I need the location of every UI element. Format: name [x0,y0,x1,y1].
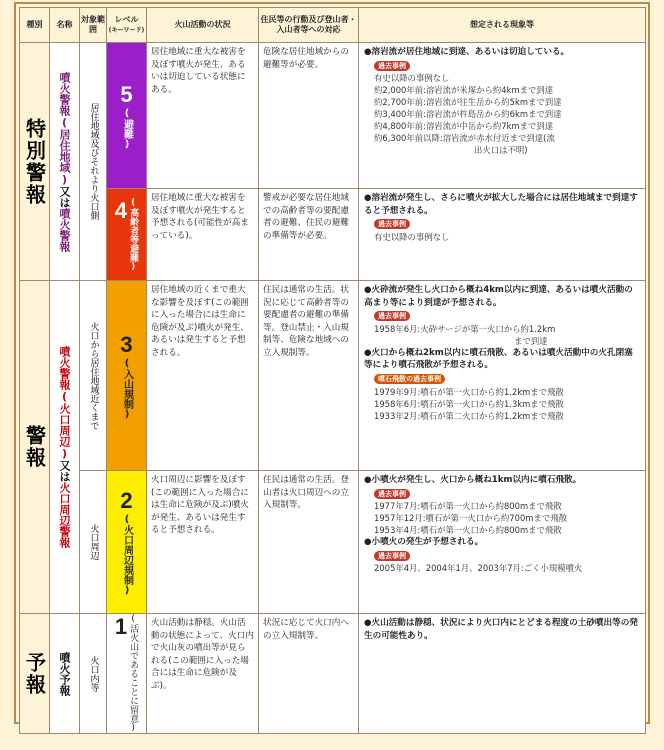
name-warning-cell [50,281,80,614]
events-l3-b1-text: 噴石が第一火口から約1.2kmまで飛散 [420,386,564,397]
events-l1 [359,614,646,734]
events-l5-item-2-date: 約2,700年前: [374,97,426,108]
level-1-row [20,614,646,734]
status-l3-text: 居住地域の近くまで重大な影響を及ぼす(この範囲に入った場合には生命に危険が及ぶ)噴火が発生、あるいは発生すると予想される。 [151,285,249,358]
events-l3-b2-text: 噴石が第一火口から約1.3kmまで飛散 [420,398,564,409]
range-crater-interior-label: 火口内等 [88,655,99,692]
header-row [20,8,646,43]
events-l2-b1-date: 2005年4月、2004年1月、2003年7月: [374,563,524,574]
range-crater-area [80,471,107,614]
kind-warning [20,281,50,614]
range-near-residential [80,281,107,471]
events-l5-item-4-date: 約4,800年前: [374,121,426,132]
level-2-row [20,471,646,614]
events-l5-item-3-text: 溶岩流が杵島岳から約6kmまで到達 [425,109,562,120]
action-l2 [259,471,359,614]
ballistic-past-cases-tag: 噴石飛散の過去事例 [374,374,445,384]
name-special-a: 噴火警報(居住地域) [58,71,71,186]
status-l4 [147,189,259,281]
alert-level-table-frame [14,2,650,733]
range-near-residential-label: 火口から居住地域近くまで [88,321,99,430]
past-cases-tag: 過去事例 [374,61,410,71]
events-l4 [359,189,646,281]
events-l3-b3-date: 1933年2月: [374,410,421,421]
level-4-keyword: (高齢者等避難) [128,197,139,272]
events-l5-none: 有史以降の事例なし [374,73,450,84]
action-l4 [259,189,359,281]
header-level-label: レベル [114,14,139,24]
kind-forecast [20,614,50,734]
header-events: 想定される現象等 [359,8,646,43]
kind-warning-label: 警報 [22,425,47,469]
events-l3-b1-date: 1979年9月: [374,386,421,397]
level-2-badge [107,471,147,614]
events-l5-head: ●溶岩流が居住地域に到達、あるいは切迫している。 [364,47,570,57]
action-l3-text: 住民は通常の生活。状況に応じて高齢者等の要配慮者の避難の準備等。登山禁止・入山規制等、危険な地域への立入規制等。 [263,285,349,358]
events-l3-head-1: ●火砕流が発生し火口から概ね4km以内に到達、あるいは噴火活動の高まり等により到達が予想される。 [364,285,633,308]
events-l2-a1-date: 1977年7月: [374,501,421,512]
level-5-keyword: (避難) [121,107,133,150]
events-l3-head-2: ●火口から概ね2km以内に噴石飛散、あるいは噴火活動中の火孔閉塞等により噴石飛散が予想される。 [364,347,633,371]
level-5-number: 5 [120,81,133,107]
header-level-sub: (キーワード) [108,26,145,34]
kind-forecast-label: 予報 [22,651,47,696]
kind-special-warning [20,43,50,281]
events-l2-a2-date: 1957年12月: [374,513,426,524]
level-4-row [20,189,646,281]
events-l5-item-3-date: 約3,400年前: [374,109,426,120]
events-l3 [359,281,646,471]
events-l4-head: ●溶岩流が発生し、さらに噴火が拡大した場合には居住地域まで到達すると予想される。 [364,193,638,216]
past-cases-tag: 過去事例 [374,219,410,229]
events-l5-item-2-text: 溶岩流が往生岳から約5kmまで到達 [425,97,562,108]
level-3-keyword: (入山規制) [121,357,133,420]
status-l3 [147,281,259,471]
name-special-or: 又は [58,185,71,208]
name-special-cell [50,43,80,281]
events-l3-tail: まで到達 [514,335,548,346]
events-l2-b1-text: ごく小規模噴火 [523,563,583,574]
header-range: 対象範囲 [80,8,107,43]
events-l2-a2-text: 噴石が第一火口から約700mまで飛散 [425,513,567,524]
header-action: 住民等の行動及び登山者・入山者等への対応 [259,8,359,43]
events-l2-a3-text: 噴石が第一火口から約800mまで飛散 [420,525,562,536]
level-1-badge [107,614,147,734]
status-l1-text: 火山活動は静穏。火山活動の状態によって、火口内で火山灰の噴出等が見られる(この範囲に入った場合には生命に危険が及ぶ)。 [151,618,254,691]
events-l3-a-text: 火砕サージが第一火口から約1.2km [420,323,556,334]
level-5-badge [107,43,147,189]
events-l3-b3-text: 噴石が第二火口から約1.2kmまで飛散 [420,410,564,421]
events-l5-item-1-date: 約2,000年前: [374,85,426,96]
status-l1 [147,614,259,734]
events-l5-item-5-text: 溶岩流が赤水付近まで到達(流 [442,133,555,144]
name-warning-a: 噴火警報(火口周辺) [58,346,71,460]
header-name: 名称 [50,8,80,43]
name-warning-or: 又は [58,460,71,482]
events-l5-tail: 出火口は不明) [474,145,528,156]
events-l2-a1-text: 噴石が第一火口から約800mまで飛散 [420,501,562,512]
status-l5-text: 居住地域に重大な被害を及ぼす噴火が発生、あるいは切迫している状態にある。 [151,47,246,95]
past-cases-tag: 過去事例 [374,311,410,321]
level-3-badge [107,281,147,471]
past-cases-tag: 過去事例 [374,489,410,499]
status-l5 [147,43,259,189]
events-l5 [359,43,646,189]
events-l2 [359,471,646,614]
level-1-number: 1 [114,614,128,639]
range-residential [80,43,107,281]
header-status: 火山活動の状況 [147,8,259,43]
range-residential-label: 居住地域及びそれより火口側 [88,103,99,220]
level-4-number: 4 [114,197,128,223]
events-l2-head-2: ●小噴火の発生が予想される。 [364,537,484,548]
level-2-keyword: (火口周辺規制) [121,514,133,596]
name-forecast: 噴火予報 [58,651,71,696]
status-l2-text: 火口周辺に影響を及ぼす(この範囲に入った場合には生命に危険が及ぶ)噴火が発生、あるいは発生すると予想される。 [151,475,249,536]
header-kind: 種別 [20,8,50,43]
action-l1-text: 状況に応じて火口内への立入規制等。 [263,618,349,641]
events-l5-item-5-date: 約6,300年前以降: [374,133,443,144]
action-l3 [259,281,359,471]
volcanic-alert-level-table [19,7,646,734]
name-forecast-cell [50,614,80,734]
range-crater-interior [80,614,107,734]
events-l1-head: ●火山活動は静穏、状況により火口内にとどまる程度の土砂噴出等の発生の可能性あり。 [364,618,638,641]
header-level [107,8,147,43]
events-l5-item-1-text: 溶岩流が米塚から約4kmまで到達 [425,85,554,96]
action-l5-text: 危険な居住地域からの避難等が必要。 [263,47,349,70]
action-l1 [259,614,359,734]
events-l3-b2-date: 1958年6月: [374,398,421,409]
events-l3-a-date: 1958年6月: [374,323,421,334]
level-5-row [20,43,646,189]
events-l4-none: 有史以降の事例なし [374,231,450,242]
status-l4-text: 居住地域に重大な被害を及ぼす噴火が発生すると予想される(可能性が高まっている)。 [151,193,249,241]
level-3-row [20,281,646,471]
level-3-number: 3 [120,331,133,357]
events-l2-a3-date: 1953年4月: [374,525,421,536]
events-l2-head-1: ●小噴火が発生し、火口から概ね1km以内に噴石飛散。 [364,475,582,485]
action-l4-text: 警戒が必要な居住地域での高齢者等の要配慮者の避難、住民の避難の準備等が必要。 [263,193,349,241]
events-l5-item-4-text: 溶岩流が中岳から約7kmまで到達 [425,121,554,132]
name-warning-b: 火口周辺警報 [58,482,71,548]
level-2-number: 2 [120,488,133,513]
level-1-keyword: (活火山であることに留意) [128,614,139,733]
kind-special-label: 特別警報 [22,117,47,206]
past-cases-tag: 過去事例 [374,551,410,561]
action-l2-text: 住民は通常の生活。登山者は火口周辺への立入規制等。 [263,475,349,511]
level-4-badge [107,189,147,281]
name-special-b: 噴火警報 [58,207,71,252]
status-l2 [147,471,259,614]
range-crater-area-label: 火口周辺 [88,524,99,560]
action-l5 [259,43,359,189]
